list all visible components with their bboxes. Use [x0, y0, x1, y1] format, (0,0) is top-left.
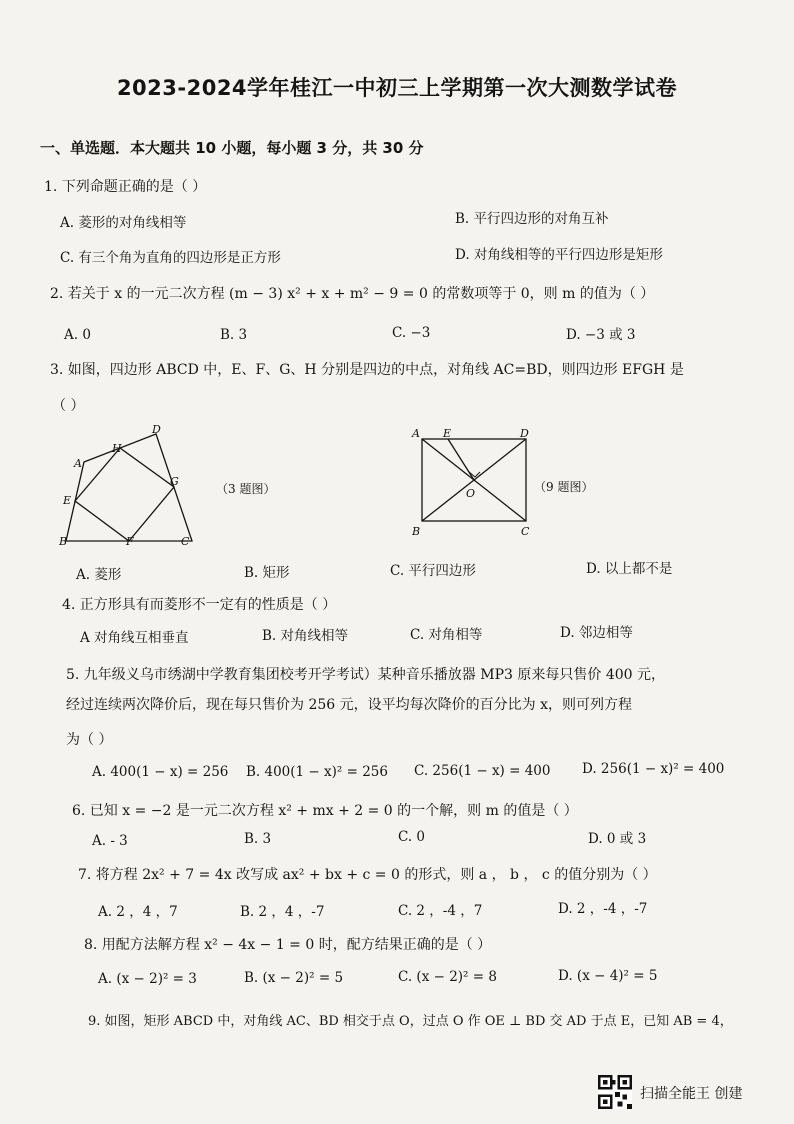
- q5-option-a: A. 400(1 − x) = 256: [92, 764, 229, 780]
- fig9-label-e: E: [443, 427, 452, 440]
- q6-option-d: D. 0 或 3: [588, 831, 647, 847]
- fig9-label-c: C: [521, 525, 530, 538]
- q8-stem: 8. 用配方法解方程 x² − 4x − 1 = 0 时，配方结果正确的是（ ）: [84, 937, 492, 953]
- figure-q9-rectangle: [408, 425, 538, 540]
- fig3-label-e: E: [63, 494, 72, 507]
- q5-option-c: C. 256(1 − x) = 400: [414, 763, 551, 779]
- q6-option-b: B. 3: [244, 831, 272, 847]
- q7-option-d: D. 2 ，-4 ，-7: [558, 901, 648, 917]
- q3-stem: 3. 如图，四边形 ABCD 中，E、F、G、H 分别是四边的中点，对角线 AC=BD，则四边形 EFGH 是: [50, 362, 684, 378]
- qr-code-icon: [598, 1075, 632, 1109]
- fig3-caption: （3 题图）: [216, 482, 276, 496]
- q3-option-c: C. 平行四边形: [390, 563, 476, 579]
- q5-line1: 5. 九年级义乌市绣湖中学教育集团校考开学考试）某种音乐播放器 MP3 原来每只售价 400 元，: [66, 667, 665, 683]
- q7-option-b: B. 2 ，4 ，-7: [240, 904, 325, 920]
- q3-option-b: B. 矩形: [244, 565, 290, 581]
- q3-answer-paren: （ ）: [52, 398, 85, 414]
- fig3-label-g: G: [170, 475, 179, 488]
- q6-option-a: A. - 3: [92, 833, 128, 849]
- q7-stem: 7. 将方程 2x² + 7 = 4x 改写成 ax² + bx + c = 0 的形式，则 a ， b ， c 的值分别为（ ）: [78, 867, 657, 883]
- q9-stem: 9. 如图，矩形 ABCD 中，对角线 AC、BD 相交于点 O，过点 O 作 OE ⊥ BD 交 AD 于点 E，已知 AB = 4，: [88, 1014, 733, 1029]
- fig9-label-b: B: [412, 525, 421, 538]
- q1-option-d: D. 对角线相等的平行四边形是矩形: [455, 247, 663, 263]
- fig9-label-a: A: [412, 427, 420, 440]
- fig9-label-d: D: [520, 427, 529, 440]
- q3-option-a: A. 菱形: [76, 567, 122, 583]
- fig3-label-f: F: [126, 535, 134, 547]
- q2-option-b: B. 3: [220, 327, 248, 343]
- q5-option-b: B. 400(1 − x)² = 256: [246, 764, 388, 780]
- figure-q3-quadrilateral: [56, 422, 206, 547]
- q1-option-c: C. 有三个角为直角的四边形是正方形: [60, 250, 281, 266]
- fig9-label-o: O: [466, 487, 476, 500]
- q4-option-a: A 对角线互相垂直: [80, 630, 189, 646]
- q2-option-c: C. −3: [392, 325, 431, 341]
- q2-option-d: D. −3 或 3: [566, 327, 636, 343]
- q8-option-d: D. (x − 4)² = 5: [558, 968, 658, 984]
- q6-option-c: C. 0: [398, 829, 426, 845]
- fig3-label-c: C: [181, 535, 190, 547]
- fig3-label-d: D: [152, 423, 161, 436]
- q4-option-d: D. 邻边相等: [560, 625, 633, 641]
- q8-option-c: C. (x − 2)² = 8: [398, 969, 497, 985]
- q2-stem: 2. 若关于 x 的一元二次方程 (m − 3) x² + x + m² − 9 = 0 的常数项等于 0，则 m 的值为（ ）: [50, 286, 655, 302]
- fig3-label-a: A: [74, 457, 82, 470]
- q8-option-a: A. (x − 2)² = 3: [98, 971, 197, 987]
- q1-stem: 1. 下列命题正确的是（ ）: [44, 179, 207, 195]
- exam-title: 2023-2024学年桂江一中初三上学期第一次大测数学试卷: [116, 76, 678, 100]
- q7-option-c: C. 2 ，-4 ，7: [398, 903, 483, 919]
- q5-line2: 经过连续两次降价后，现在每只售价为 256 元，设平均每次降价的百分比为 x，则可列方程: [66, 697, 632, 713]
- q4-option-c: C. 对角相等: [410, 627, 483, 643]
- q1-option-b: B. 平行四边形的对角互补: [455, 211, 609, 227]
- q6-stem: 6. 已知 x = −2 是一元二次方程 x² + mx + 2 = 0 的一个解，则 m 的值是（ ）: [72, 803, 578, 819]
- scanner-watermark: 扫描全能王 创建: [640, 1086, 743, 1102]
- q5-option-d: D. 256(1 − x)² = 400: [582, 761, 725, 777]
- fig9-caption: （9 题图）: [534, 480, 594, 494]
- q4-stem: 4. 正方形具有而菱形不一定有的性质是（ ）: [62, 597, 337, 613]
- q2-option-a: A. 0: [64, 327, 91, 343]
- fig3-label-h: H: [112, 442, 122, 455]
- q8-option-b: B. (x − 2)² = 5: [244, 970, 344, 986]
- q3-option-d: D. 以上都不是: [586, 561, 673, 577]
- fig3-label-b: B: [59, 535, 68, 547]
- q5-line3: 为（ ）: [66, 732, 113, 748]
- q1-option-a: A. 菱形的对角线相等: [60, 215, 187, 231]
- q7-option-a: A. 2 ，4 ，7: [98, 904, 178, 920]
- section-heading: 一、单选题．本大题共 10 小题，每小题 3 分，共 30 分: [40, 139, 424, 157]
- q4-option-b: B. 对角线相等: [262, 628, 349, 644]
